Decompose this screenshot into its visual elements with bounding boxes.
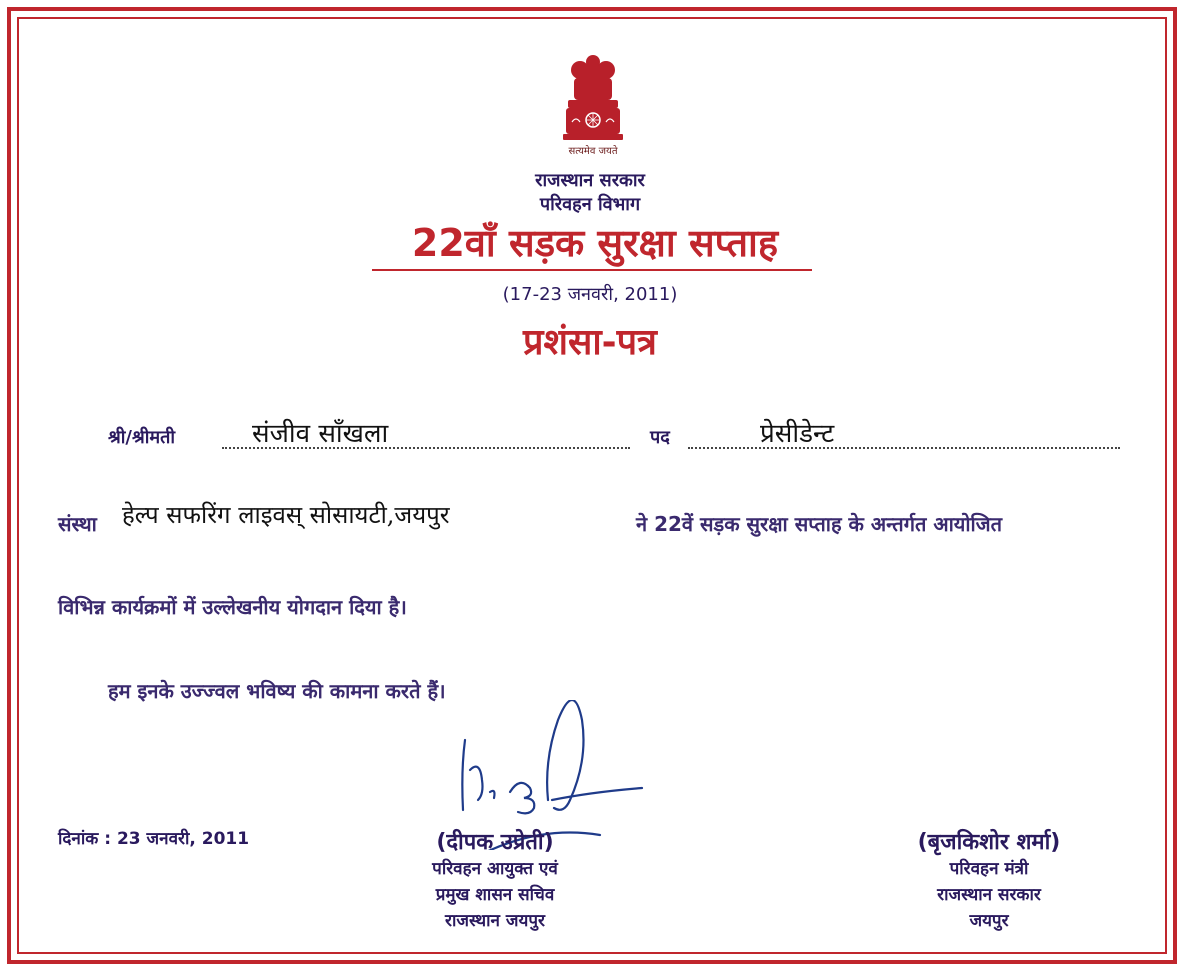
recipient-post: प्रेसीडेन्ट [760, 419, 835, 449]
body-line-1: ने 22वें सड़क सुरक्षा सप्ताह के अन्तर्गत आयोजित [636, 512, 1002, 536]
signatory-designation: राजस्थान जयपुर [445, 911, 545, 931]
signatory-name: (बृजकिशोर शर्मा) [917, 830, 1061, 855]
department-name: परिवहन विभाग [539, 194, 641, 215]
certificate-title: प्रशंसा-पत्र [523, 322, 657, 363]
signatory-name: (दीपक उप्रेती) [436, 830, 554, 855]
recipient-name: संजीव सॉंखला [252, 419, 389, 449]
signatory-designation: जयपुर [969, 911, 1009, 931]
signatory-designation: राजस्थान सरकार [937, 885, 1041, 905]
body-line-2: विभिन्न कार्यक्रमों में उल्लेखनीय योगदान दिया है। [58, 595, 407, 619]
signatory-commissioner [375, 826, 615, 934]
emblem-motto: सत्यमेव जयते [568, 146, 618, 157]
organization-name: हेल्प सफरिंग लाइवस् सोसायटी,जयपुर [122, 501, 450, 529]
signatory-designation: परिवहन मंत्री [949, 859, 1029, 879]
post-dotted-line [688, 447, 1120, 449]
issue-date: दिनांक : 23 जनवरी, 2011 [58, 829, 250, 849]
body-line-3: हम इनके उज्ज्वल भविष्य की कामना करते हैं। [108, 679, 446, 703]
salutation-label: श्री/श्रीमती [108, 427, 176, 448]
signatory-minister [864, 826, 1114, 934]
signatory-designation: प्रमुख शासन सचिव [435, 885, 555, 905]
organization-label: संस्था [58, 512, 97, 536]
government-name: राजस्थान सरकार [535, 170, 645, 191]
event-dates: (17-23 जनवरी, 2011) [502, 284, 678, 305]
title-underline [372, 269, 812, 271]
state-emblem-icon [560, 52, 626, 144]
event-title: 22वाँ सड़क सुरक्षा सप्ताह [411, 221, 779, 265]
post-label: पद [650, 427, 670, 448]
signatory-designation: परिवहन आयुक्त एवं [432, 859, 558, 879]
